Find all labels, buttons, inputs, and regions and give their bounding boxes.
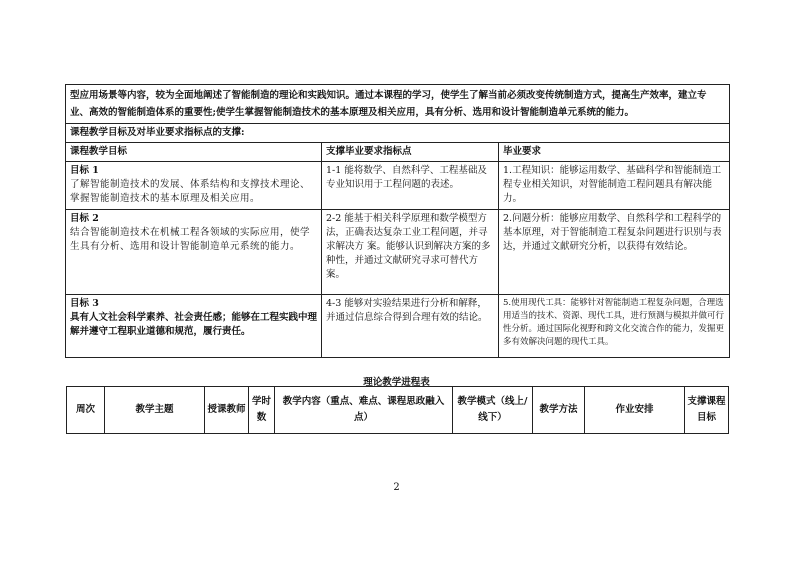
objective-label: 目标 3 (70, 298, 99, 309)
objective-cell (66, 295, 322, 358)
col-header-content: 教学内容（重点、难点、课程思政融入点） (275, 387, 453, 434)
indicator-cell: 2-2 能基于相关科学原理和数学模型方法，正确表达复杂工业工程问题，并寻求解决方 案。能够认识到解决方案的多种性，并通过文献研究寻求可替代方案。 (322, 210, 499, 295)
table-row (66, 210, 730, 295)
col-header-week: 周次 (67, 387, 105, 434)
requirement-cell: 1.工程知识：能够运用数学、基础科学和智能制造工程专业相关知识，对智能制造工程问题具有解决能力。 (499, 162, 730, 210)
objective-label: 目标 2 (70, 213, 99, 224)
page-number: 2 (393, 482, 400, 493)
objective-cell (66, 162, 322, 210)
indicator-cell: 4-3 能够对实验结果进行分析和解释，并通过信息综合得到合理有效的结论。 (322, 295, 499, 358)
objective-description: 了解智能制造技术的发展、体系结构和支撑技术理论、掌握智能制造技术的基本原理及相关应用。 (70, 179, 311, 204)
col-header-method: 教学方法 (533, 387, 585, 434)
requirement-cell: 5.使用现代工具：能够针对智能制造工程复杂问题，合理选用适当的技术、资源、现代工具，进行预测与模拟并做可行性分析。通过国际化视野和跨文化交流合作的能力，发掘更多有效解决问题的现代工具。 (499, 295, 730, 358)
col-header-teacher: 授课教师 (205, 387, 249, 434)
col-header-topic: 教学主题 (105, 387, 205, 434)
col-header-goal: 支撑课程目标 (685, 387, 729, 434)
schedule-table (66, 386, 729, 434)
objective-description: 具有人文社会科学素养、社会责任感；能够在工程实践中理解并遵守工程职业道德和规范，履行责任。 (70, 312, 318, 337)
course-intro-text: 型应用场景等内容，较为全面地阐述了智能制造的理论和实践知识。通过本课程的学习，使学生了解当前必须改变传统制造方式，提高生产效率，建立专业、高效的智能制造体系的重要性;使学生掌握智能制造技术的基本原理及相关应用，具有分析、选用和设计智能制造单元系统的能力。 (66, 85, 730, 124)
col-header-requirement: 毕业要求 (499, 143, 730, 162)
objectives-section-title: 课程教学目标及对毕业要求指标点的支撑: (66, 124, 730, 143)
objective-cell (66, 210, 322, 295)
schedule-title: 理论教学进程表 (363, 377, 430, 388)
requirement-cell: 2.问题分析：能够应用数学、自然科学和工程科学的基本原理，对于智能制造工程复杂问题进行识别与表达，并通过文献研究分析，以获得有效结论。 (499, 210, 730, 295)
section-title-row (66, 124, 730, 143)
col-header-indicator: 支撑毕业要求指标点 (322, 143, 499, 162)
header-row (66, 143, 730, 162)
objective-description: 结合智能制造技术在机械工程各领域的实际应用，使学生具有分析、选用和设计智能制造单元系统的能力。 (70, 227, 311, 252)
col-header-homework: 作业安排 (585, 387, 685, 434)
indicator-cell: 1-1 能将数学、自然科学、工程基础及专业知识用于工程问题的表述。 (322, 162, 499, 210)
col-header-hours: 学时数 (249, 387, 275, 434)
table-row (66, 162, 730, 210)
table-row (66, 295, 730, 358)
intro-row (66, 85, 730, 124)
objectives-table (65, 84, 730, 358)
objective-label: 目标 1 (70, 165, 99, 176)
col-header-objective: 课程教学目标 (66, 143, 322, 162)
col-header-mode: 教学模式（线上/线下） (453, 387, 533, 434)
schedule-header-row (67, 387, 729, 434)
